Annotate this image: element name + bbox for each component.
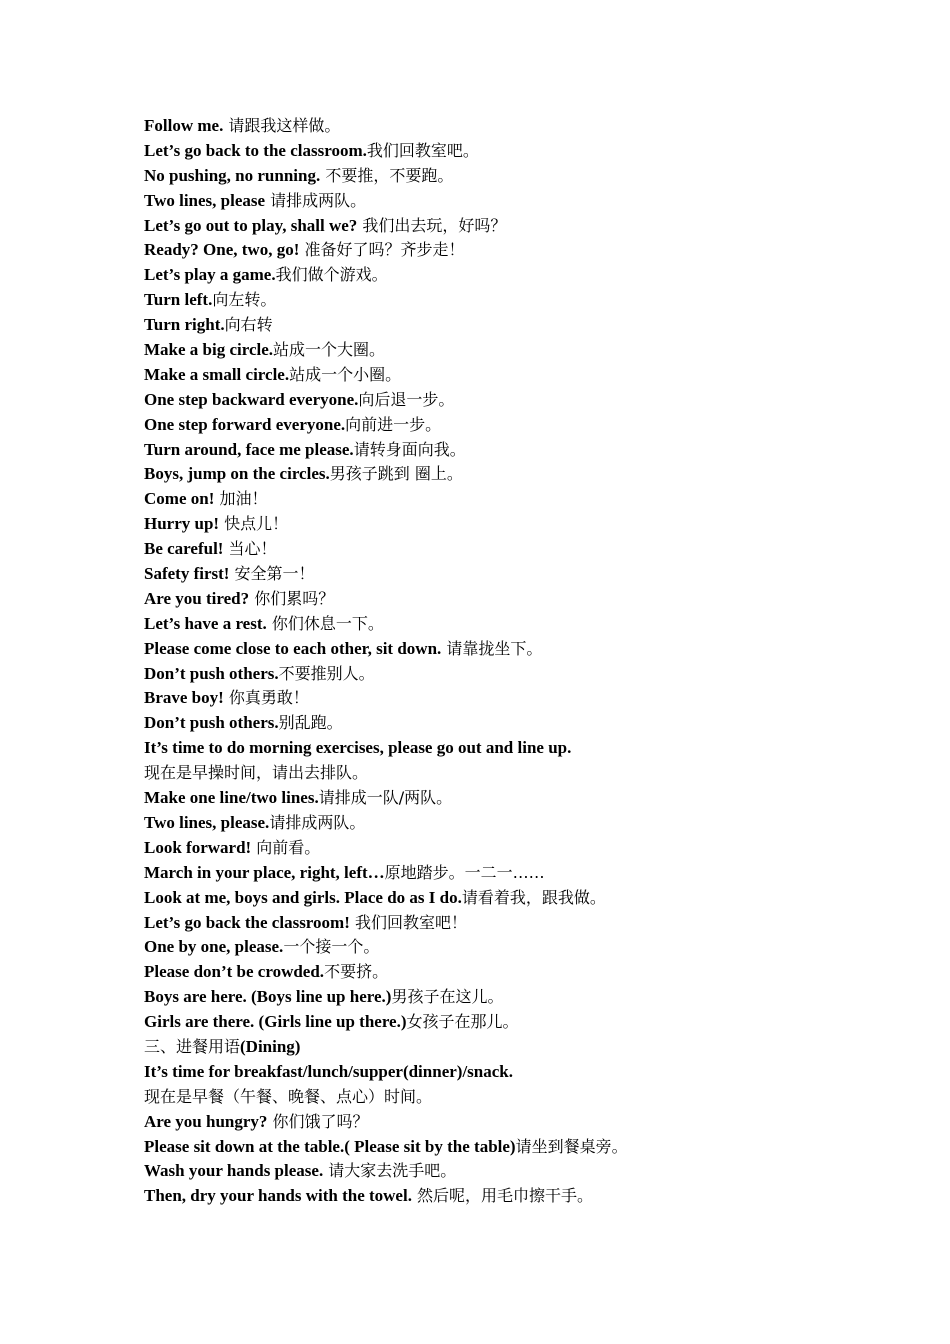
text-line: [144, 1085, 904, 1110]
chinese-translation: 我们做个游戏。: [275, 265, 388, 285]
document-page: [144, 114, 904, 1209]
english-phrase: Hurry up!: [144, 514, 220, 534]
chinese-translation: 向后退一步。: [358, 389, 455, 409]
text-line: [144, 512, 904, 537]
english-phrase: Make one line/two lines.: [144, 788, 319, 808]
text-line: [144, 189, 904, 214]
english-phrase: Be careful!: [144, 539, 224, 559]
chinese-translation: 当心！: [223, 539, 277, 559]
text-line: [144, 985, 904, 1010]
chinese-translation: 现在是早操时间，请出去排队。: [144, 763, 369, 783]
chinese-translation: 请看着我，跟我做。: [461, 887, 606, 907]
text-line: [144, 786, 904, 811]
chinese-translation: 请排成一队/两队。: [318, 788, 453, 808]
english-phrase: Don’t push others.: [144, 713, 279, 733]
text-line: [144, 1060, 904, 1085]
chinese-translation: 请靠拢坐下。: [441, 638, 543, 658]
chinese-translation: 我们回教室吧！: [349, 912, 467, 932]
chinese-translation: 一个接一个。: [283, 937, 380, 957]
english-phrase: Girls are there. (Girls line up there.): [144, 1012, 407, 1032]
text-line: [144, 935, 904, 960]
english-phrase: Follow me.: [144, 116, 224, 135]
text-line: [144, 1184, 904, 1209]
english-phrase: One step forward everyone.: [144, 414, 346, 434]
english-phrase: Two lines, please: [144, 190, 266, 210]
english-phrase: Look forward!: [144, 837, 252, 857]
text-line: [144, 214, 904, 239]
text-line: [144, 537, 904, 562]
chinese-translation: 请坐到餐桌旁。: [515, 1136, 628, 1156]
text-line: [144, 1010, 904, 1035]
section-english-label: (Dining): [240, 1036, 301, 1056]
chinese-translation: 我们回教室吧。: [366, 140, 479, 160]
english-phrase: Turn right.: [144, 315, 225, 335]
english-phrase: Let’s go back the classroom!: [144, 912, 350, 932]
english-phrase: March in your place, right, left…: [144, 862, 385, 882]
text-line: [144, 911, 904, 936]
english-phrase: Let’s play a game.: [144, 265, 276, 285]
chinese-translation: 安全第一！: [229, 564, 315, 584]
english-phrase: Wash your hands please.: [144, 1161, 324, 1181]
english-phrase: Turn left.: [144, 290, 213, 310]
chinese-translation: 请跟我这样做。: [223, 116, 341, 135]
text-line: [144, 761, 904, 786]
chinese-translation: 不要挤。: [324, 962, 389, 982]
text-line: [144, 861, 904, 886]
chinese-translation: 向前进一步。: [345, 414, 442, 434]
chinese-translation: 向右转: [224, 315, 273, 335]
english-phrase: Please come close to each other, sit down.: [144, 638, 442, 658]
chinese-translation: 我们出去玩，好吗？: [357, 215, 507, 235]
text-line: [144, 388, 904, 413]
chinese-translation: 然后呢，用毛巾擦干手。: [411, 1186, 594, 1206]
text-line: [144, 686, 904, 711]
chinese-translation: 男孩子在这儿。: [391, 987, 504, 1007]
english-phrase: It’s time for breakfast/lunch/supper(dinner)/snack.: [144, 1061, 513, 1081]
chinese-translation: 你真勇敢！: [223, 688, 309, 708]
text-line: [144, 1035, 904, 1060]
english-phrase: Boys are here. (Boys line up here.): [144, 987, 392, 1007]
text-line: [144, 139, 904, 164]
english-phrase: Brave boy!: [144, 688, 224, 708]
english-phrase: Please sit down at the table.( Please sit by the table): [144, 1136, 516, 1156]
chinese-translation: 请排成两队。: [265, 190, 367, 210]
text-line: [144, 263, 904, 288]
chinese-translation: 你们累吗？: [249, 588, 335, 608]
english-phrase: Safety first!: [144, 564, 230, 584]
chinese-translation: 三、进餐用语: [144, 1036, 241, 1056]
text-line: [144, 313, 904, 338]
text-line: [144, 438, 904, 463]
text-line: [144, 1110, 904, 1135]
english-phrase: One by one, please.: [144, 937, 284, 957]
chinese-translation: 男孩子跳到 圈上。: [329, 464, 463, 484]
chinese-translation: 不要推别人。: [278, 663, 375, 683]
english-phrase: Look at me, boys and girls. Place do as I do.: [144, 887, 462, 907]
chinese-translation: 你们饿了吗？: [267, 1111, 369, 1131]
text-line: [144, 114, 904, 139]
text-line: [144, 338, 904, 363]
text-line: [144, 662, 904, 687]
english-phrase: Please don’t be crowded.: [144, 962, 325, 982]
text-line: [144, 164, 904, 189]
text-line: [144, 363, 904, 388]
english-phrase: Boys, jump on the circles.: [144, 464, 330, 484]
text-line: [144, 238, 904, 263]
text-line: [144, 487, 904, 512]
chinese-translation: 女孩子在那儿。: [406, 1012, 519, 1032]
chinese-translation: 请转身面向我。: [353, 439, 466, 459]
english-phrase: Let’s have a rest.: [144, 613, 267, 633]
chinese-translation: 现在是早餐（午餐、晚餐、点心）时间。: [144, 1086, 433, 1106]
english-phrase: Two lines, please.: [144, 812, 270, 832]
chinese-translation: 请大家去洗手吧。: [323, 1161, 457, 1181]
english-phrase: Let’s go back to the classroom.: [144, 140, 367, 160]
english-phrase: Make a big circle.: [144, 340, 274, 360]
text-line: [144, 587, 904, 612]
chinese-translation: 快点儿！: [219, 514, 289, 534]
text-line: [144, 1159, 904, 1184]
chinese-translation: 你们休息一下。: [266, 613, 384, 633]
text-line: [144, 811, 904, 836]
english-phrase: Are you tired?: [144, 588, 250, 608]
text-line: [144, 836, 904, 861]
chinese-translation: 不要推，不要跑。: [320, 165, 454, 185]
english-phrase: No pushing, no running.: [144, 165, 321, 185]
chinese-translation: 加油！: [214, 489, 268, 509]
chinese-translation: 向前看。: [251, 837, 321, 857]
english-phrase: Let’s go out to play, shall we?: [144, 215, 358, 235]
english-phrase: Don’t push others.: [144, 663, 279, 683]
chinese-translation: 站成一个小圈。: [289, 364, 402, 384]
text-line: [144, 612, 904, 637]
english-phrase: It’s time to do morning exercises, please go out and line up.: [144, 738, 572, 758]
chinese-translation: 原地踏步。一二一……: [384, 862, 545, 882]
text-line: [144, 886, 904, 911]
english-phrase: Are you hungry?: [144, 1111, 268, 1131]
text-line: [144, 288, 904, 313]
english-phrase: Come on!: [144, 489, 215, 509]
chinese-translation: 请排成两队。: [269, 812, 366, 832]
english-phrase: One step backward everyone.: [144, 389, 359, 409]
text-line: [144, 960, 904, 985]
text-line: [144, 413, 904, 438]
text-line: [144, 562, 904, 587]
english-phrase: Turn around, face me please.: [144, 439, 354, 459]
text-line: [144, 736, 904, 761]
text-line: [144, 637, 904, 662]
english-phrase: Make a small circle.: [144, 364, 290, 384]
english-phrase: Then, dry your hands with the towel.: [144, 1186, 412, 1206]
chinese-translation: 向左转。: [212, 290, 277, 310]
text-line: [144, 462, 904, 487]
chinese-translation: 站成一个大圈。: [273, 340, 386, 360]
chinese-translation: 别乱跑。: [278, 713, 343, 733]
english-phrase: Ready? One, two, go!: [144, 240, 300, 260]
text-line: [144, 1135, 904, 1160]
text-line: [144, 711, 904, 736]
chinese-translation: 准备好了吗？齐步走！: [299, 240, 465, 260]
